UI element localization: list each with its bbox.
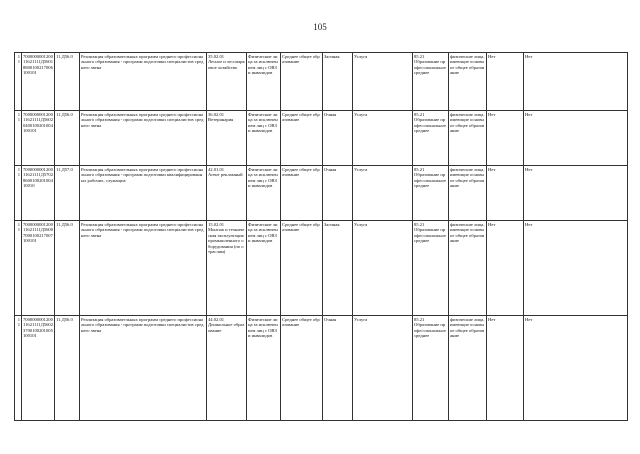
cell-category: Физические лица за исключением лиц с ОВЗ и инвалидов: [247, 316, 281, 421]
cell-consumers: физические лица, имеющие основное общее образование: [449, 111, 487, 166]
cell-category: Физические лица за исключением лиц с ОВЗ и инвалидов: [247, 166, 281, 221]
cell-specialty: 35.02.01 Лесное и лесопарковое хозяйство: [207, 53, 247, 111]
cell-type: Услуга: [353, 111, 413, 166]
cell-name: Реализация образовательных программ среднего профессионального образования - программ подготовки квалифицированных рабочих, служащих: [80, 166, 207, 221]
cell-consumers: физические лица, имеющие основное общее образование: [449, 166, 487, 221]
cell-level: Среднее общее образование: [281, 53, 323, 111]
cell-paid2: Нет: [524, 111, 628, 166]
registry-table: [14, 52, 628, 421]
cell-code: 700000000120011621111Д5702860010020100410010: [22, 166, 55, 221]
cell-paid: Нет: [487, 316, 524, 421]
cell-category: Физические лица за исключением лиц с ОВЗ и инвалидов: [247, 53, 281, 111]
cell-num: 11: [15, 53, 22, 111]
cell-code: 700000000120011621111Д56020400100201004100101: [22, 111, 55, 166]
table-row: [15, 316, 628, 421]
cell-type: Услуга: [353, 316, 413, 421]
cell-consumers: физические лица, имеющие основное общее образование: [449, 53, 487, 111]
cell-form: Заочная: [323, 53, 353, 111]
cell-paid: Нет: [487, 111, 524, 166]
cell-paid2: Нет: [524, 221, 628, 316]
cell-type: Услуга: [353, 221, 413, 316]
cell-name: Реализация образовательных программ среднего профессионального образования - программ подготовки специалистов среднего звена: [80, 316, 207, 421]
cell-consumers: физические лица, имеющие основное общее образование: [449, 221, 487, 316]
page-number: 105: [313, 22, 327, 32]
table-row: [15, 221, 628, 316]
cell-paid: Нет: [487, 166, 524, 221]
cell-type: Услуга: [353, 53, 413, 111]
cell-form: Очная: [323, 316, 353, 421]
cell-kod: 11.Д56.0: [55, 316, 80, 421]
cell-specialty: 15.02.01 Монтаж и техническая эксплуатация промышленного оборудования (по отраслям): [207, 221, 247, 316]
cell-form: Очная: [323, 111, 353, 166]
cell-specialty: 36.02.01 Ветеринария: [207, 111, 247, 166]
cell-kod: 11.Д56.0: [55, 53, 80, 111]
cell-kod: 11.Д56.0: [55, 221, 80, 316]
cell-level: Среднее общее образование: [281, 316, 323, 421]
cell-name: Реализация образовательных программ среднего профессионального образования - программ подготовки специалистов среднего звена: [80, 53, 207, 111]
cell-paid2: Нет: [524, 166, 628, 221]
cell-num: 11: [15, 316, 22, 421]
cell-level: Среднее общее образование: [281, 111, 323, 166]
cell-form: Очная: [323, 166, 353, 221]
cell-kod: 11.Д56.0: [55, 111, 80, 166]
cell-num: 11: [15, 221, 22, 316]
table-row: [15, 111, 628, 166]
cell-num: 11: [15, 166, 22, 221]
cell-num: 11: [15, 111, 22, 166]
cell-specialty: 42.01.01 Агент рекламный: [207, 166, 247, 221]
cell-level: Среднее общее образование: [281, 221, 323, 316]
cell-code: 700000000120011621111Д56018800100217006100101: [22, 53, 55, 111]
cell-okved: 85.21 Образование профессиональное среднее: [413, 166, 449, 221]
cell-paid2: Нет: [524, 53, 628, 111]
cell-okved: 85.21 Образование профессиональное среднее: [413, 316, 449, 421]
table-row: [15, 53, 628, 111]
cell-okved: 85.21 Образование профессиональное среднее: [413, 53, 449, 111]
cell-paid2: Нет: [524, 316, 628, 421]
cell-form: Заочная: [323, 221, 353, 316]
cell-okved: 85.21 Образование профессиональное среднее: [413, 111, 449, 166]
cell-okved: 85.21 Образование профессиональное среднее: [413, 221, 449, 316]
cell-name: Реализация образовательных программ среднего профессионального образования - программ подготовки специалистов среднего звена: [80, 221, 207, 316]
table-row: [15, 166, 628, 221]
cell-paid: Нет: [487, 221, 524, 316]
cell-specialty: 44.02.01 Дошкольное образование: [207, 316, 247, 421]
cell-consumers: физические лица, имеющие основное общее образование: [449, 316, 487, 421]
cell-level: Среднее общее образование: [281, 166, 323, 221]
cell-name: Реализация образовательных программ среднего профессионального образования - программ подготовки специалистов среднего звена: [80, 111, 207, 166]
cell-type: Услуга: [353, 166, 413, 221]
cell-paid: Нет: [487, 53, 524, 111]
cell-code: 700000000120011621111Д56023700100201005100101: [22, 316, 55, 421]
cell-category: Физические лица за исключением лиц с ОВЗ и инвалидов: [247, 111, 281, 166]
cell-code: 700000000120011621111Д56007000100217007100101: [22, 221, 55, 316]
cell-category: Физические лица за исключением лиц с ОВЗ и инвалидов: [247, 221, 281, 316]
cell-kod: 11.Д57.0: [55, 166, 80, 221]
